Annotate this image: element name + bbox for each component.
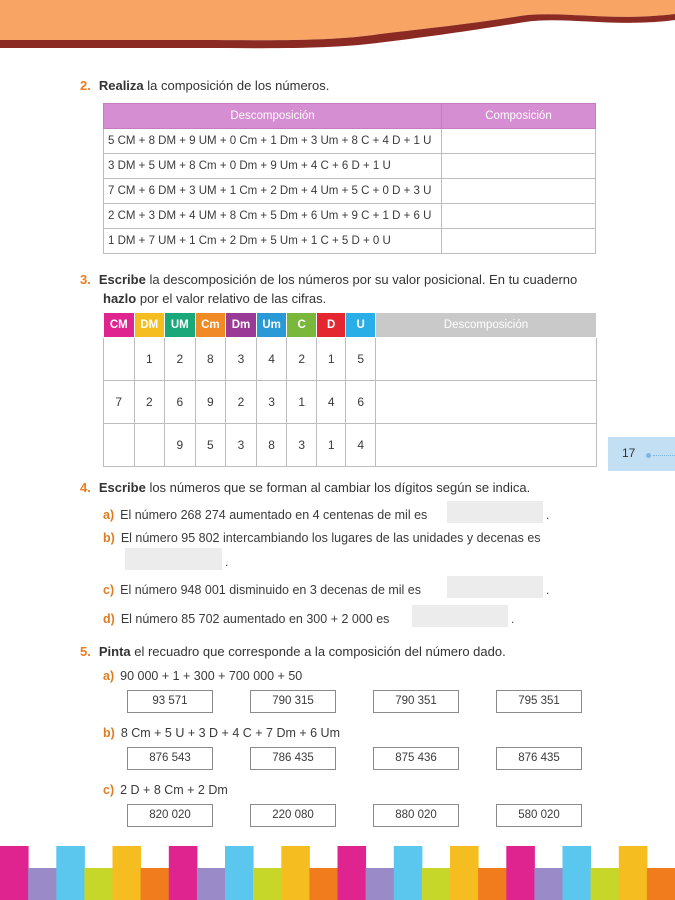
answer-blank-4a[interactable] [447, 501, 543, 523]
exercise-3-heading-line2: hazlo por el valor relativo de las cifras. [103, 291, 327, 306]
exercise-3-heading: 3. Escribe la descomposición de los números por su valor posicional. En tu cuaderno [80, 272, 578, 287]
option-box[interactable]: 875 436 [373, 747, 459, 770]
digit-cell: 1 [134, 338, 165, 381]
option-box[interactable]: 795 351 [496, 690, 582, 713]
stripe [394, 846, 423, 900]
stripe [56, 846, 85, 900]
place-header: U [346, 313, 376, 338]
option-box[interactable]: 220 080 [250, 804, 336, 827]
answer-blank-4b[interactable] [125, 548, 222, 570]
table-row [104, 381, 597, 424]
digit-cell: 7 [104, 381, 135, 424]
digit-cell: 9 [165, 424, 196, 467]
stripe [84, 868, 113, 900]
exercise-4d: d) El número 85 702 aumentado en 300 + 2 000 es [103, 612, 390, 626]
stripe [506, 846, 535, 900]
decomposition-cell: 3 DM + 5 UM + 8 Cm + 0 Dm + 9 Um + 4 C + 6 D + 1 U [104, 154, 442, 179]
exercise-5-heading: 5. Pinta el recuadro que corresponde a la composición del número dado. [80, 644, 506, 659]
stripe [591, 868, 620, 900]
exercise-4b: b) El número 95 802 intercambiando los lugares de las unidades y decenas es [103, 531, 541, 545]
decomposition-cell: 7 CM + 6 DM + 3 UM + 1 Cm + 2 Dm + 4 Um + 5 C + 0 D + 3 U [104, 179, 442, 204]
answer-blank-4c[interactable] [447, 576, 543, 598]
stripe [281, 846, 310, 900]
period: . [225, 555, 229, 569]
place-header: DM [134, 313, 165, 338]
place-header: D [316, 313, 346, 338]
table-row [104, 424, 597, 467]
exercise-5c: c) 2 D + 8 Cm + 2 Dm [103, 783, 228, 797]
digit-cell: 9 [195, 381, 226, 424]
table-row [104, 229, 596, 254]
option-box[interactable]: 876 543 [127, 747, 213, 770]
digit-cell: 2 [134, 381, 165, 424]
digit-cell [104, 424, 135, 467]
option-box[interactable]: 876 435 [496, 747, 582, 770]
digit-cell: 4 [316, 381, 346, 424]
digit-cell: 6 [346, 381, 376, 424]
table-row [104, 204, 596, 229]
digit-cell: 4 [256, 338, 287, 381]
table-row [104, 338, 597, 381]
option-box[interactable]: 880 020 [373, 804, 459, 827]
stripe [338, 846, 367, 900]
option-box[interactable]: 820 020 [127, 804, 213, 827]
stripe [225, 846, 254, 900]
digit-cell: 3 [256, 381, 287, 424]
option-box[interactable]: 790 315 [250, 690, 336, 713]
digit-cell: 6 [165, 381, 196, 424]
stripe [366, 868, 395, 900]
composition-answer-cell[interactable] [442, 179, 596, 204]
stripe [450, 846, 479, 900]
decomposition-cell: 2 CM + 3 DM + 4 UM + 8 Cm + 5 Dm + 6 Um + 9 C + 1 D + 6 U [104, 204, 442, 229]
stripe [619, 846, 648, 900]
stripe [197, 868, 226, 900]
composition-table [103, 103, 596, 254]
stripe [253, 868, 282, 900]
exercise-4c: c) El número 948 001 disminuido en 3 decenas de mil es [103, 583, 422, 597]
option-box[interactable]: 93 571 [127, 690, 213, 713]
table-row [104, 179, 596, 204]
period: . [546, 508, 550, 522]
place-value-table [103, 312, 597, 467]
exercise-4-heading: 4. Escribe los números que se forman al cambiar los dígitos según se indica. [80, 480, 531, 495]
header-composition: Composición [442, 104, 596, 129]
period: . [546, 583, 550, 597]
stripe [647, 868, 675, 900]
digit-cell: 5 [346, 338, 376, 381]
decomposition-answer-cell[interactable] [375, 381, 596, 424]
decorative-stripes [0, 846, 675, 900]
digit-cell: 3 [287, 424, 317, 467]
composition-answer-cell[interactable] [442, 229, 596, 254]
place-header: Dm [226, 313, 257, 338]
digit-cell: 1 [316, 424, 346, 467]
stripe [309, 868, 338, 900]
table-row [104, 129, 596, 154]
digit-cell: 2 [287, 338, 317, 381]
period: . [511, 612, 515, 626]
option-box[interactable]: 786 435 [250, 747, 336, 770]
exercise-4a: a) El número 268 274 aumentado en 4 centenas de mil es [103, 508, 428, 522]
page-number: 17 [622, 446, 636, 460]
place-header: CM [104, 313, 135, 338]
digit-cell: 4 [346, 424, 376, 467]
stripe [169, 846, 198, 900]
digit-cell [104, 338, 135, 381]
decomposition-cell: 5 CM + 8 DM + 9 UM + 0 Cm + 1 Dm + 3 Um + 8 C + 4 D + 1 U [104, 129, 442, 154]
place-header: Um [256, 313, 287, 338]
place-header: Cm [195, 313, 226, 338]
digit-cell: 1 [316, 338, 346, 381]
decomposition-cell: 1 DM + 7 UM + 1 Cm + 2 Dm + 5 Um + 1 C + 5 D + 0 U [104, 229, 442, 254]
digit-cell: 8 [195, 338, 226, 381]
stripe [113, 846, 142, 900]
place-header: C [287, 313, 317, 338]
digit-cell [134, 424, 165, 467]
decomposition-answer-cell[interactable] [375, 424, 596, 467]
stripe [28, 868, 57, 900]
stripe [141, 868, 170, 900]
option-box[interactable]: 580 020 [496, 804, 582, 827]
stripe [0, 846, 29, 900]
header-decomposition: Descomposición [104, 104, 442, 129]
header-decomposition: Descomposición [375, 313, 596, 338]
option-box[interactable]: 790 351 [373, 690, 459, 713]
digit-cell: 8 [256, 424, 287, 467]
composition-answer-cell[interactable] [442, 204, 596, 229]
digit-cell: 2 [226, 381, 257, 424]
digit-cell: 1 [287, 381, 317, 424]
top-banner [0, 0, 675, 60]
decomposition-answer-cell[interactable] [375, 338, 596, 381]
digit-cell: 3 [226, 424, 257, 467]
stripe [478, 868, 507, 900]
table-row [104, 154, 596, 179]
page-number-tab [608, 437, 675, 471]
digit-cell: 5 [195, 424, 226, 467]
composition-answer-cell[interactable] [442, 129, 596, 154]
composition-answer-cell[interactable] [442, 154, 596, 179]
stripe [422, 868, 451, 900]
digit-cell: 2 [165, 338, 196, 381]
place-header: UM [165, 313, 196, 338]
digit-cell: 3 [226, 338, 257, 381]
exercise-5b: b) 8 Cm + 5 U + 3 D + 4 C + 7 Dm + 6 Um [103, 726, 340, 740]
stripe [563, 846, 592, 900]
answer-blank-4d[interactable] [412, 605, 508, 627]
exercise-5a: a) 90 000 + 1 + 300 + 700 000 + 50 [103, 669, 303, 683]
exercise-2-heading: 2. Realiza la composición de los números. [80, 78, 330, 93]
stripe [534, 868, 563, 900]
